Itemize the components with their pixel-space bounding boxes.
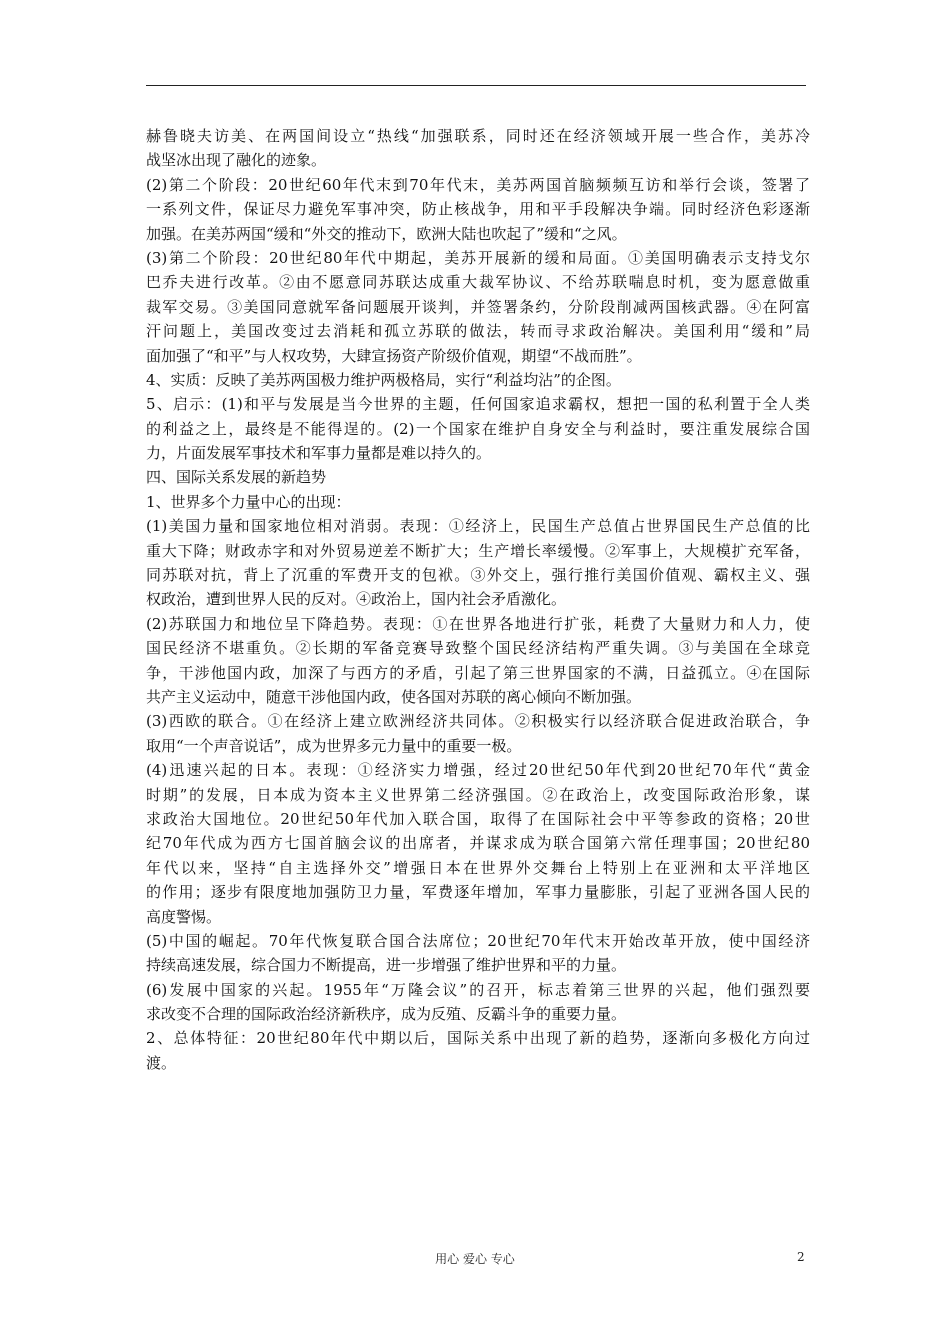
text-line: 持续高速发展，综合国力不断提高，进一步增强了维护世界和平的力量。 <box>146 956 627 975</box>
text-line: 的作用；逐步有限度地加强防卫力量，军费逐年增加，军事力量膨胀，引起了亚洲各国人民的 <box>146 883 810 902</box>
text-line: 高度警惕。 <box>146 907 222 926</box>
text-line: 汗问题上，美国改变过去消耗和孤立苏联的做法，转而寻求政治解决。美国利用“缓和”局 <box>146 322 810 341</box>
text-line: 5、启示：(1)和平与发展是当今世界的主题，任何国家追求霸权，想把一国的私利置于全人类 <box>146 395 810 414</box>
text-line: 四、国际关系发展的新趋势 <box>146 468 327 487</box>
text-line: 2、总体特征：20世纪80年代中期以后，国际关系中出现了新的趋势，逐渐向多极化方向过 <box>146 1029 810 1048</box>
text-line: 一系列文件，保证尽力避免军事冲突，防止核战争，用和平手段解决争端。同时经济色彩逐渐 <box>146 200 810 219</box>
text-line: (3)西欧的联合。①在经济上建立欧洲经济共同体。②积极实行以经济联合促进政治联合，争 <box>146 712 810 731</box>
text-line: (4)迅速兴起的日本。表现：①经济实力增强，经过20世纪50年代到20世纪70年代“黄金 <box>146 761 810 780</box>
text-line: 取用“一个声音说话”，成为世界多元力量中的重要一极。 <box>146 736 522 755</box>
text-line: 赫鲁晓夫访美、在两国间设立“热线“加强联系，同时还在经济领域开展一些合作，美苏冷 <box>146 127 810 145</box>
text-line: (3)第二个阶段：20世纪80年代中期起，美苏开展新的缓和局面。①美国明确表示支持戈尔 <box>146 248 810 267</box>
text-line: 国民经济不堪重负。②长期的军备竞赛导致整个国民经济结构严重失调。③与美国在全球竞 <box>146 639 810 658</box>
text-line: (2)苏联国力和地位呈下降趋势。表现：①在世界各地进行扩张，耗费了大量财力和人力，使 <box>146 614 810 633</box>
text-line: (5)中国的崛起。70年代恢复联合国合法席位；20世纪70年代末开始改革开放，使中国经济 <box>146 931 810 950</box>
text-line: 权政治，遭到世界人民的反对。④政治上，国内社会矛盾激化。 <box>146 590 567 609</box>
text-line: (1)美国力量和国家地位相对消弱。表现：①经济上，民国生产总值占世界国民生产总值的比 <box>146 517 810 536</box>
text-line: 争，干涉他国内政，加深了与西方的矛盾，引起了第三世界国家的不满，日益孤立。④在国际 <box>146 663 810 682</box>
text-line: 纪70年代成为西方七国首脑会议的出席者，并谋求成为联合国第六常任理事国；20世纪80 <box>146 834 810 853</box>
footer-slogan: 用心 爱心 专心 <box>435 1252 515 1266</box>
text-line: 求改变不合理的国际政治经济新秩序，成为反殖、反霸斗争的重要力量。 <box>146 1005 627 1024</box>
header-rule <box>146 85 806 86</box>
text-line: 巴乔夫进行改革。②由不愿意同苏联达成重大裁军协议、不给苏联喘息时机，变为愿意做重 <box>146 273 810 292</box>
text-line: 渡。 <box>146 1053 177 1072</box>
text-line: 年代以来，坚持“自主选择外交”增强日本在世界外交舞台上特别上在亚洲和太平洋地区 <box>146 858 810 877</box>
text-line: 裁军交易。③美国同意就军备问题展开谈判，并签署条约，分阶段削减两国核武器。④在阿富 <box>146 297 810 316</box>
document-body <box>146 124 810 1075</box>
text-line: 重大下降；财政赤字和对外贸易逆差不断扩大；生产增长率缓慢。②军事上，大规模扩充军备， <box>146 541 810 560</box>
text-line: 加强。在美苏两国“缓和“外交的推动下，欧洲大陆也吹起了”缓和“之风。 <box>146 224 627 243</box>
text-line: 面加强了“和平”与人权攻势，大肆宣扬资产阶级价值观，期望“不战而胜”。 <box>146 346 642 365</box>
text-line: 力，片面发展军事技术和军事力量都是难以持久的。 <box>146 444 492 463</box>
text-line: 求政治大国地位。20世纪50年代加入联合国，取得了在国际社会中平等参政的资格；20世 <box>146 809 810 828</box>
text-line: 4、实质：反映了美苏两国极力维护两极格局，实行“利益均沾”的企图。 <box>146 370 621 389</box>
text-line: 1、世界多个力量中心的出现： <box>146 492 351 511</box>
text-line: (6)发展中国家的兴起。1955年“万隆会议”的召开，标志着第三世界的兴起，他们强烈要 <box>146 980 810 999</box>
page-number: 2 <box>797 1250 805 1264</box>
text-line: 时期”的发展，日本成为资本主义世界第二经济强国。②在政治上，改变国际政治形象，谋 <box>146 785 810 804</box>
text-line: 的利益之上，最终是不能得逞的。(2)一个国家在维护自身安全与利益时，要注重发展综合国 <box>146 419 810 438</box>
text-line: 同苏联对抗，背上了沉重的军费开支的包袱。③外交上，强行推行美国价值观、霸权主义、强 <box>146 566 810 585</box>
text-line: 战坚冰出现了融化的迹象。 <box>146 151 327 170</box>
text-line: (2)第二个阶段：20世纪60年代末到70年代末，美苏两国首脑频频互访和举行会谈，签署了 <box>146 175 810 194</box>
text-line: 共产主义运动中，随意干涉他国内政，使各国对苏联的离心倾向不断加强。 <box>146 687 642 706</box>
